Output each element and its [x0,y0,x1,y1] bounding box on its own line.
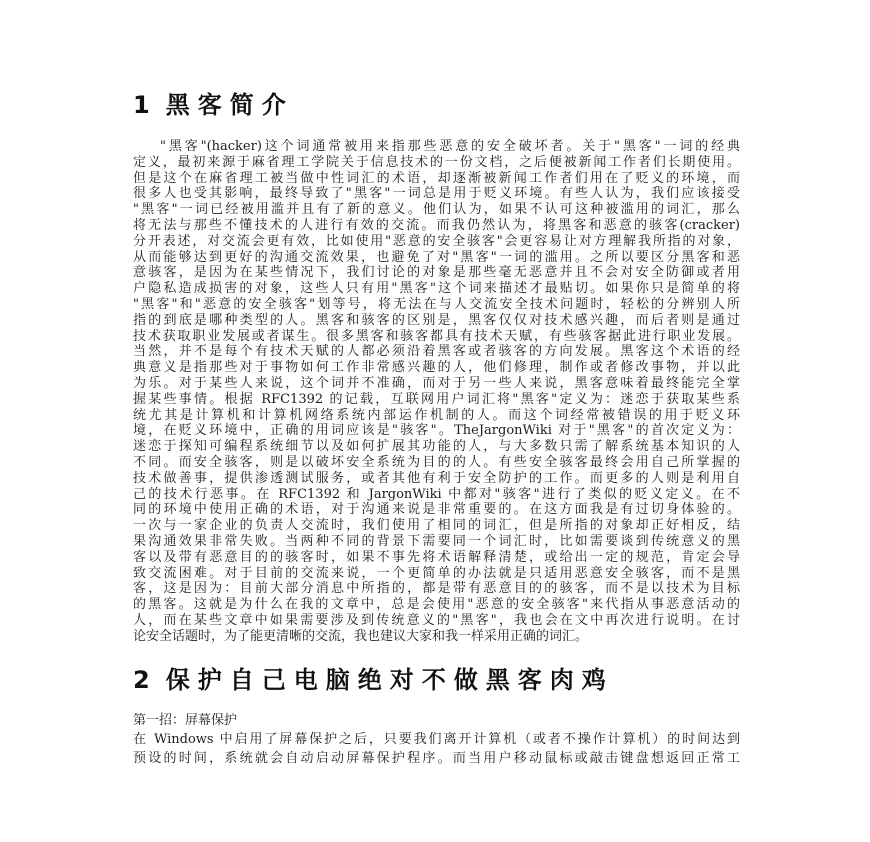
paragraph-line: "黑客"(hacker)这个词通常被用来指那些恶意的安全破坏者。关于"黑客"一词的经典 [160,139,740,154]
paragraph-line: 将无法与那些不懂技术的人进行有效的交流。而我仍然认为，将黑客和恶意的骇客(cracker) [133,217,740,233]
paragraph-line: 一次与一家企业的负责人交流时，我们使用了相同的词汇，但是所指的对象却正好相反，结 [133,518,740,534]
paragraph [133,730,740,768]
section-title: 保护自己电脑绝对不做黑客肉鸡 [165,666,614,694]
paragraph-line: 致交流困难。对于目前的交流来说，一个更简单的办法就是只适用恶意安全骇客，而不是黑 [133,565,740,581]
paragraph-line: 分开表述，对交流会更有效，比如使用"恶意的安全骇客"会更容易让对方理解我所指的对象， [133,233,740,249]
paragraph-line: 客以及带有恶意目的的骇客时，如果不事先将术语解释清楚，或给出一定的规范，肯定会导 [133,549,740,565]
paragraph-line: 同的环境中使用正确的术语，对于沟通来说是非常重要的。在这方面我是有过切身体验的。 [133,502,740,518]
section-heading [133,665,614,695]
paragraph-line: 客，这是因为：目前大部分消息中所指的，都是带有恶意目的的骇客，而不是以技术为目标 [133,581,740,597]
paragraph-line: "黑客"一词已经被用滥并且有了新的意义。他们认为，如果不认可这种被滥用的词汇，那么 [133,202,740,218]
paragraph-line: 统尤其是计算机和计算机网络系统内部运作机制的人。而这个词经常被错误的用于贬义环 [133,407,740,423]
paragraph-line: 人，而在某些文章中如果需要涉及到传统意义的"黑客"，我也会在文中再次进行说明。在讨 [133,612,740,628]
section-body [133,139,740,645]
paragraph-line: 当然，并不是每个有技术天赋的人都必须沿着黑客或者骇客的方向发展。黑客这个术语的经 [133,344,740,360]
paragraph-line: 技术获取职业发展或者谋生。很多黑客和骇客都具有技术天赋，有些骇客据此进行职业发展。 [133,328,740,344]
paragraph-line: 但是这个在麻省理工被当做中性词汇的术语，却逐渐被新闻工作者们用在了贬义的环境，而 [133,170,740,186]
paragraph-line: 意骇客，是因为在某些情况下，我们讨论的对象是那些毫无恶意并且不会对安全防御或者用 [133,265,740,281]
paragraph-line: 预设的时间，系统就会自动启动屏幕保护程序。而当用户移动鼠标或敲击键盘想返回正常工 [133,751,740,766]
section-body [133,711,740,768]
paragraph-line: 技术做善事，提供渗透测试服务，或者其他有利于安全防护的工作。而更多的人则是利用自 [133,470,740,486]
paragraph-line: 境，在贬义环境中，正确的用词应该是"骇客"。TheJargonWiki 对于"黑客"的首次定义为： [133,423,740,439]
paragraph-line: 在 Windows 中启用了屏幕保护之后，只要我们离开计算机（或者不操作计算机）的时间达到 [133,732,740,747]
paragraph-line: 论安全话题时，为了能更清晰的交流，我也建议大家和我一样采用正确的词汇。 [133,628,589,644]
paragraph-line: 握某些事情。根据 RFC1392 的记载，互联网用户词汇将"黑客"定义为：迷恋于获取某些系 [133,391,740,407]
paragraph-line: 的黑客。这就是为什么在我的文章中，总是会使用"恶意的安全骇客"来代指从事恶意活动的 [133,597,740,613]
paragraph-line: 定义，最初来源于麻省理工学院关于信息技术的一份文档，之后便被新闻工作者们长期使用。 [133,154,740,170]
paragraph-line: 为乐。对于某些人来说，这个词并不准确，而对于另一些人来说，黑客意味着最终能完全掌 [133,375,740,391]
paragraph-line: 指的到底是哪种类型的人。黑客和骇客的区别是，黑客仅仅对技术感兴趣，而后者则是通过 [133,312,740,328]
paragraph-line: 很多人也受其影响，最终导致了"黑客"一词总是用于贬义环境。有些人认为，我们应该接受 [133,186,740,202]
paragraph-line: 从而能够达到更好的沟通交流效果，也避免了对"黑客"一词的滥用。之所以要区分黑客和恶 [133,249,740,265]
paragraph-line: 果沟通效果非常失败。当两种不同的背景下需要同一个词汇时，比如需要谈到传统意义的黑 [133,533,740,549]
paragraph-line: 迷恋于探知可编程系统细节以及如何扩展其功能的人，与大多数只需了解系统基本知识的人 [133,439,740,455]
paragraph-line: "黑客"和"恶意的安全骇客"划等号，将无法在与人交流安全技术问题时，轻松的分辨别人所 [133,296,740,312]
section-number: 1 [133,91,150,119]
paragraph-line: 己的技术行恶事。在 RFC1392 和 JargonWiki 中都对"骇客"进行了类似的贬义定义。在不 [133,486,740,502]
section-heading [133,90,294,120]
subsection-heading: 第一招：屏幕保护 [133,713,238,728]
paragraph-line: 典意义是指那些对于事物如何工作非常感兴趣的人，他们修理，制作或者修改事物，并以此 [133,360,740,376]
paragraph-line: 户隐私造成损害的对象，这些人只有用"黑客"这个词来描述才最贴切。如果你只是简单的将 [133,281,740,297]
paragraph-line: 不同。而安全骇客，则是以破坏安全系统为目的的人。有些安全骇客最终会用自己所掌握的 [133,454,740,470]
section-title: 黑客简介 [165,91,294,119]
section-number: 2 [133,666,150,694]
